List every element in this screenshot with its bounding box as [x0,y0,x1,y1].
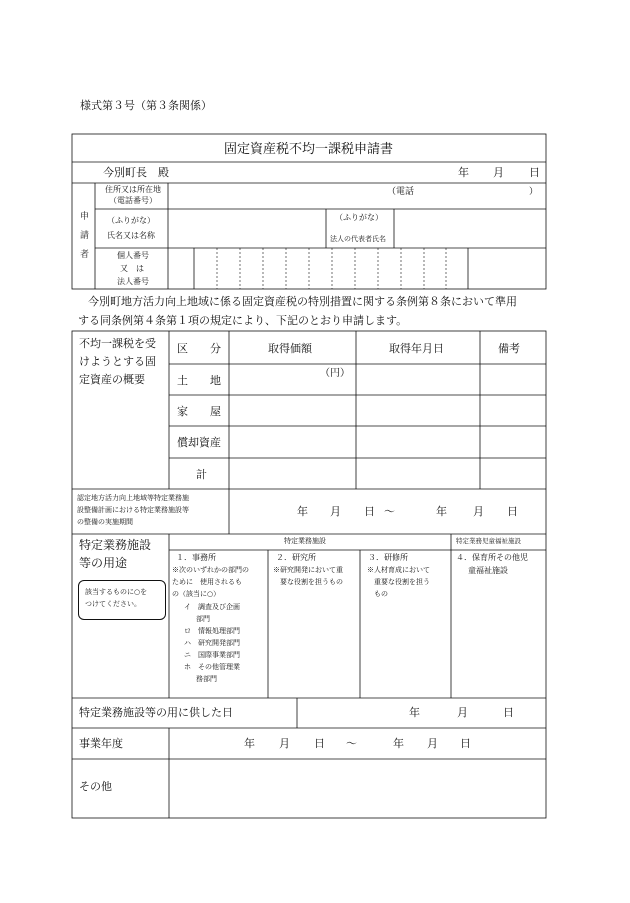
intro-line-2: する同条例第４条第１項の規定により、下記のとおり申請します。 [78,314,408,327]
childcare-line-1: 童福祉施設 [468,566,508,575]
period-day-1: 日 [364,505,375,518]
training-title[interactable]: ３．研修所 [368,553,408,562]
office-line-2: ために 使用されるも [172,578,242,586]
header-specific: 特定業務施設 [284,537,326,545]
office-item-ro[interactable]: ロ 情報処理部門 [184,627,240,635]
rep-furigana-label: （ふりがな） [335,213,383,222]
service-date-input[interactable] [298,699,546,727]
usage-label-1: 特定業務施設 [79,538,152,552]
row-depreciable: 償却資産 [177,436,221,449]
office-item-ho[interactable]: ホ その他管理業 [184,663,240,671]
applicant-label-3: 者 [80,250,90,260]
fiscal-month-1: 月 [279,737,290,750]
row-house: 家 屋 [177,405,221,418]
usage-note-2: つけてください。 [85,600,141,608]
office-item-i-cont: 部門 [196,615,210,623]
period-year-2: 年 [436,505,447,518]
date-day-label: 日 [529,166,540,179]
row-total: 計 [196,468,207,481]
office-item-ni[interactable]: ニ 国際事業部門 [184,651,240,659]
period-month-1: 月 [330,505,341,518]
intro-line-1: 今別町地方活力向上地域に係る固定資産税の特別措置に関する条例第８条において準用 [88,295,517,308]
header-childcare: 特定業務児童福祉施設 [456,537,521,545]
period-label-2: 設整備計画における特定業務施設等 [77,506,189,514]
phone-label: （電話番号） [109,196,157,205]
form-title: 固定資産税不均一課税申請書 [224,142,394,157]
fiscal-year-2: 年 [393,737,404,750]
phone-close: ） [529,187,539,197]
id-label-1: 個人番号 [117,251,149,260]
header-price: 取得価額 [268,342,312,355]
fiscal-year-1: 年 [244,737,255,750]
header-date: 取得年月日 [389,342,444,355]
usage-note-1: 該当するものに○を [85,588,148,596]
fiscal-day-2: 日 [460,737,471,750]
applicant-label-1: 申 [80,212,90,222]
other-input[interactable] [170,760,546,817]
other-label: その他 [79,780,112,793]
id-label-2: 又 は [120,264,144,273]
office-line-3: の（該当に○） [172,590,221,598]
assets-label-2: けようとする固 [79,355,156,368]
office-title[interactable]: １．事務所 [176,553,216,562]
period-day-2: 日 [507,505,518,518]
period-month-2: 月 [473,505,484,518]
assets-input-area[interactable] [230,365,546,488]
name-input[interactable] [170,210,324,247]
lab-line-2: 要な役割を担うもの [280,578,343,586]
row-land: 土 地 [177,374,221,387]
office-item-ha[interactable]: ハ 研究開発部門 [184,639,240,647]
name-label: 氏名又は名称 [107,231,155,240]
assets-label-1: 不均一課税を受 [79,337,156,350]
id-number-input[interactable] [194,249,468,288]
fiscal-year-label: 事業年度 [79,737,123,750]
rep-input[interactable] [396,210,544,247]
date-year-label: 年 [458,166,469,179]
usage-label-2: 等の用途 [79,556,128,570]
lab-line-1: ※研究開発において重 [273,566,343,574]
lab-title[interactable]: ２．研究所 [276,553,316,562]
date-month-label: 月 [493,166,504,179]
office-item-ho-cont: 務部門 [196,675,217,683]
address-label: 住所又は所在地 [105,185,161,194]
period-tilde: ～ [384,505,395,518]
training-line-1: ※人材育成において [367,566,430,574]
training-line-3: もの [374,590,388,598]
service-day: 日 [503,706,514,719]
applicant-label-2: 請 [80,231,90,241]
period-label-1: 認定地方活力向上地域等特定業務施 [77,494,189,502]
header-note: 備考 [498,342,520,355]
form-number: 様式第３号（第３条関係） [80,99,212,112]
id-label-3: 法人番号 [117,277,149,286]
childcare-title[interactable]: ４．保育所その他児 [456,553,528,562]
assets-label-3: 定資産の概要 [79,373,145,386]
addressee: 今別町長 殿 [103,166,169,179]
fiscal-year-input[interactable] [170,729,546,758]
name-furigana-label: （ふりがな） [107,216,155,225]
header-category: 区 分 [177,342,221,355]
period-label-3: の整備の実施期間 [77,518,133,526]
service-month: 月 [457,706,468,719]
service-year: 年 [409,706,420,719]
phone-open: （電話 [387,187,415,197]
fiscal-day-1: 日 [314,737,325,750]
office-line-1: ※次のいずれかの部門の [172,566,249,574]
address-input[interactable] [170,184,544,208]
training-line-2: 重要な役割を担う [374,578,430,586]
fiscal-month-2: 月 [427,737,438,750]
office-item-i[interactable]: イ 調査及び企画 [184,603,240,611]
rep-label: 法人の代表者氏名 [330,235,386,243]
fiscal-tilde: ～ [346,737,357,750]
price-unit: （円） [320,368,350,379]
period-year-1: 年 [297,505,308,518]
service-date-label: 特定業務施設等の用に供した日 [79,706,233,719]
